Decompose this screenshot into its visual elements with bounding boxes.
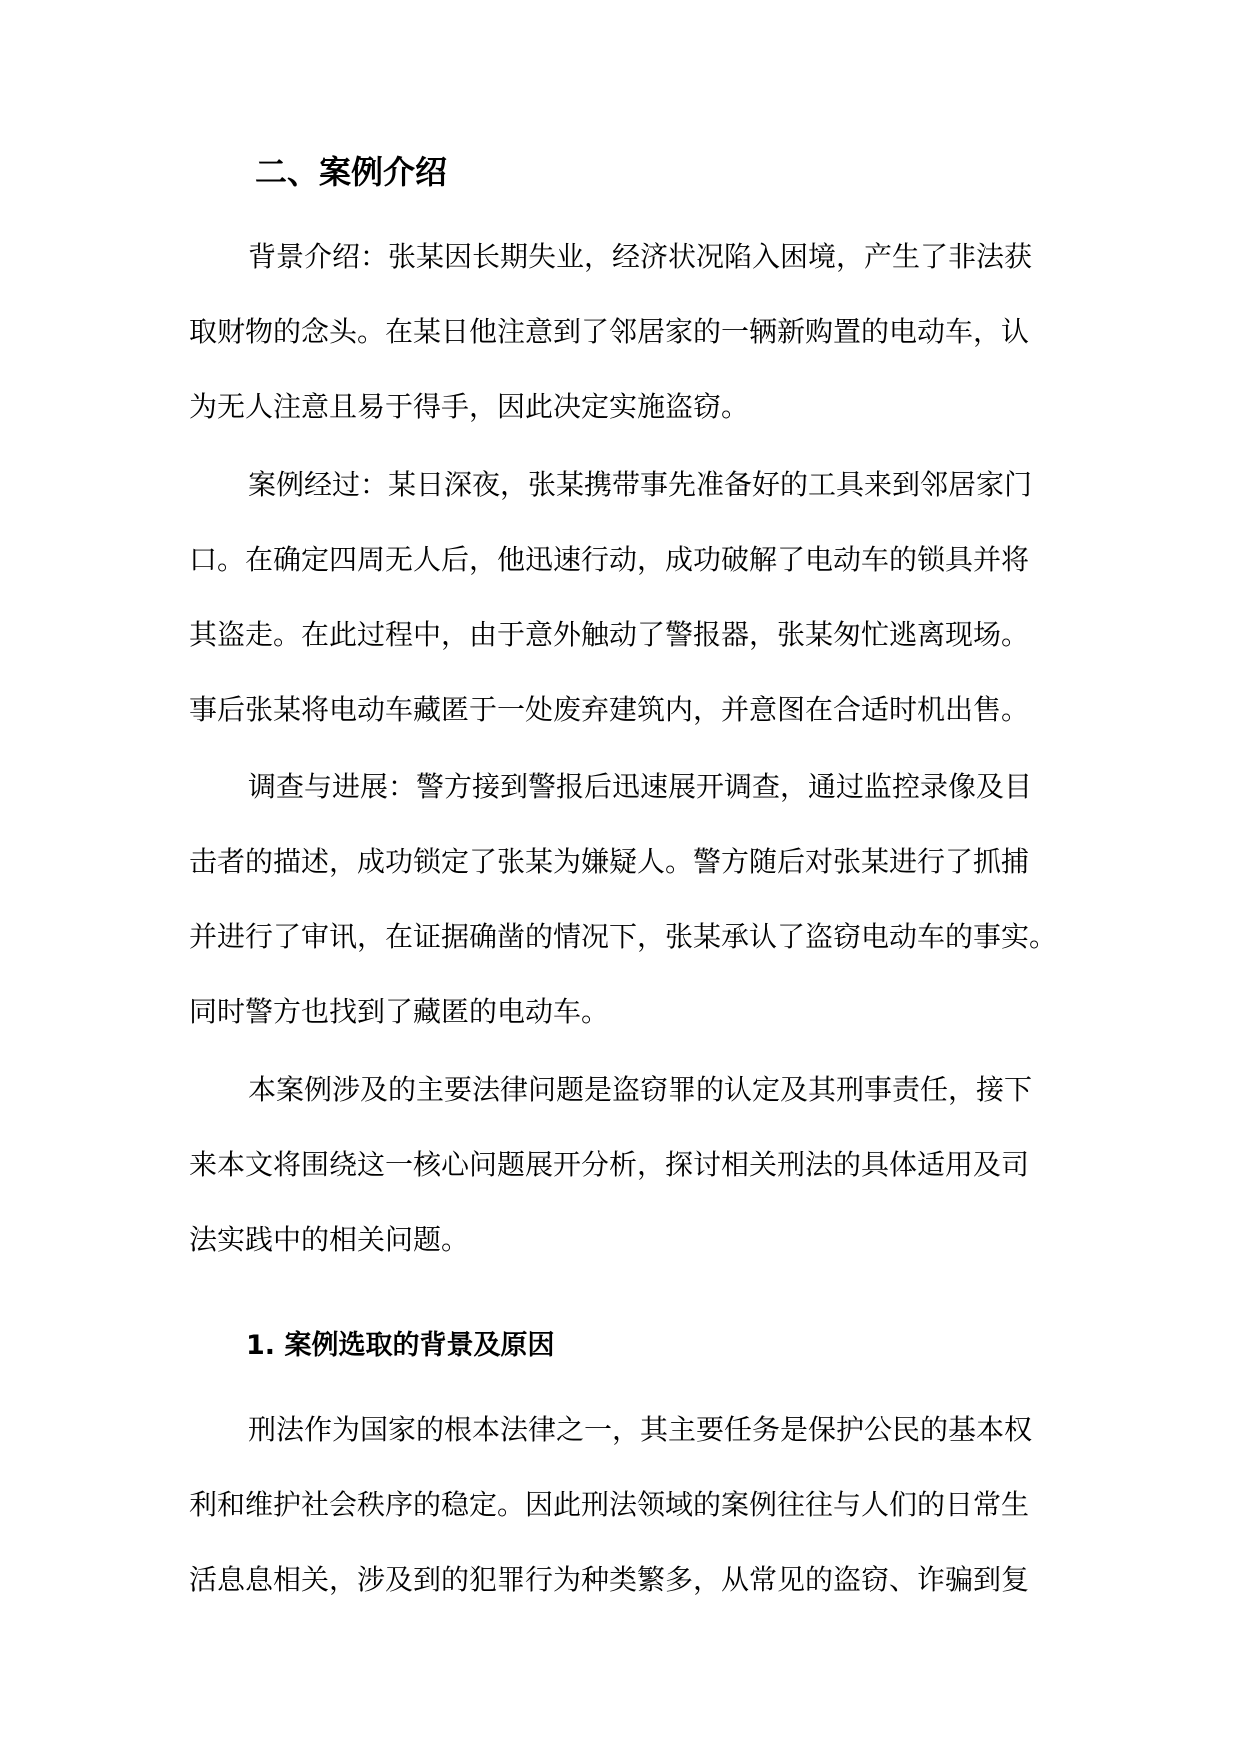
paragraph-selection-reason-line-2: 利和维护社会秩序的稳定。因此刑法领域的案例往往与人们的日常生: [189, 1488, 1030, 1521]
paragraph-legal-issue-line-1: 本案例涉及的主要法律问题是盗窃罪的认定及其刑事责任，接下: [248, 1073, 1033, 1106]
paragraph-selection-reason-line-1: 刑法作为国家的根本法律之一，其主要任务是保护公民的基本权: [248, 1413, 1033, 1446]
paragraph-investigation-line-2: 击者的描述，成功锁定了张某为嫌疑人。警方随后对张某进行了抓捕: [189, 845, 1030, 878]
paragraph-case-process-line-1: 案例经过：某日深夜，张某携带事先准备好的工具来到邻居家门: [248, 468, 1033, 501]
subsection-heading: 1. 案例选取的背景及原因: [246, 1330, 555, 1361]
section-heading: 二、案例介绍: [255, 153, 448, 191]
paragraph-background-line-2: 取财物的念头。在某日他注意到了邻居家的一辆新购置的电动车，认: [189, 315, 1030, 348]
paragraph-legal-issue-line-3: 法实践中的相关问题。: [189, 1223, 470, 1256]
paragraph-case-process-line-3: 其盗走。在此过程中，由于意外触动了警报器，张某匆忙逃离现场。: [189, 618, 1030, 651]
paragraph-investigation-line-3: 并进行了审讯，在证据确凿的情况下，张某承认了盗窃电动车的事实。: [189, 920, 1058, 953]
paragraph-selection-reason-line-3: 活息息相关，涉及到的犯罪行为种类繁多，从常见的盗窃、诈骗到复: [189, 1563, 1030, 1596]
paragraph-case-process-line-4: 事后张某将电动车藏匿于一处废弃建筑内，并意图在合适时机出售。: [189, 693, 1030, 726]
paragraph-legal-issue-line-2: 来本文将围绕这一核心问题展开分析，探讨相关刑法的具体适用及司: [189, 1148, 1030, 1181]
paragraph-background-line-3: 为无人注意且易于得手，因此决定实施盗窃。: [189, 390, 750, 423]
paragraph-investigation-line-4: 同时警方也找到了藏匿的电动车。: [189, 995, 610, 1028]
paragraph-background-line-1: 背景介绍：张某因长期失业，经济状况陷入困境，产生了非法获: [248, 240, 1033, 273]
paragraph-investigation-line-1: 调查与进展：警方接到警报后迅速展开调查，通过监控录像及目: [248, 770, 1033, 803]
paragraph-case-process-line-2: 口。在确定四周无人后，他迅速行动，成功破解了电动车的锁具并将: [189, 543, 1030, 576]
